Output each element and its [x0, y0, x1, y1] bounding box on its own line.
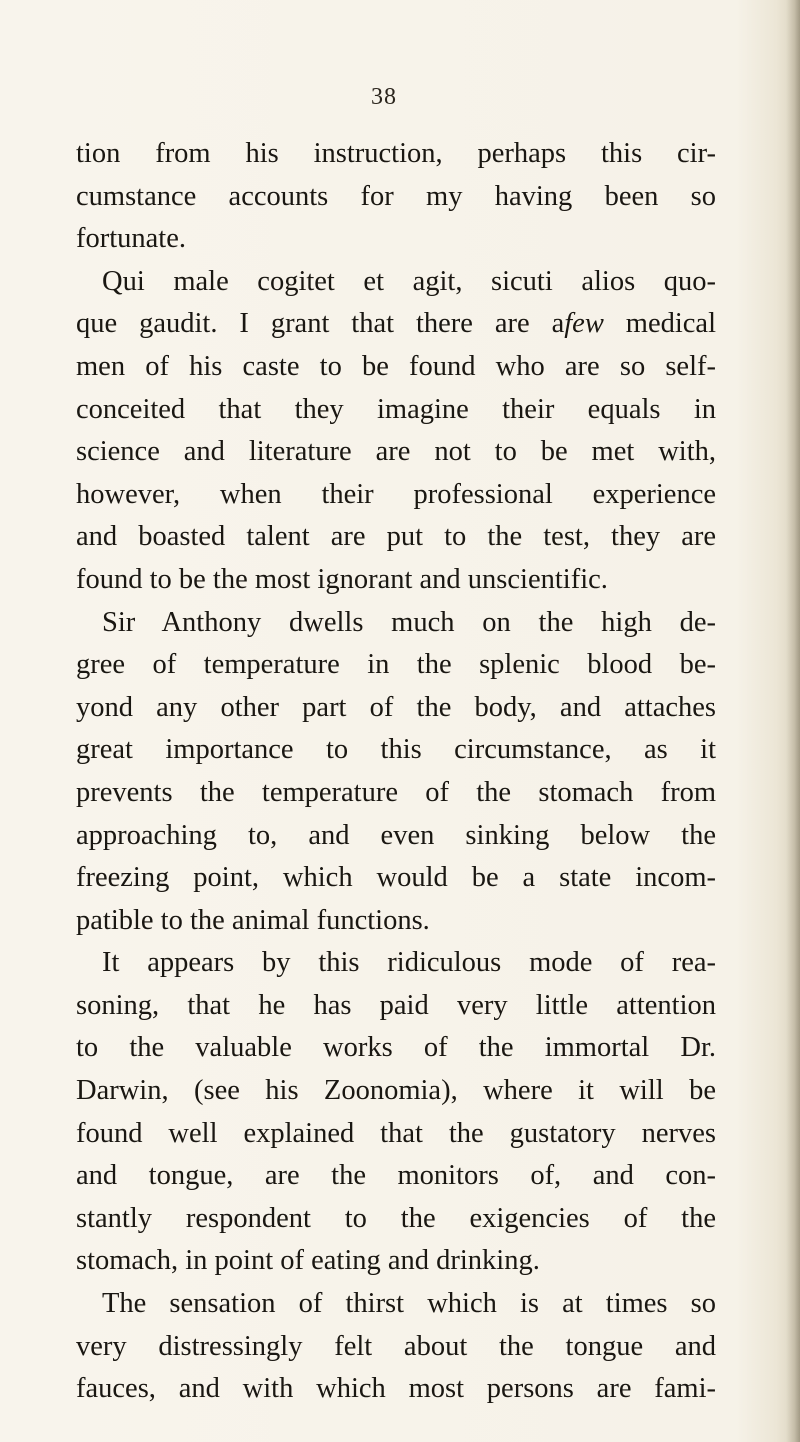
text-line: tion from his instruction, perhaps this cir-: [76, 138, 716, 169]
text-line: men of his caste to be found who are so self-: [76, 350, 716, 382]
text-line: to the valuable works of the immortal Dr.: [76, 1032, 716, 1064]
text-segment: que gaudit. I grant that there are a: [76, 308, 565, 340]
text-line: It appears by this ridiculous mode of rea-: [102, 947, 716, 979]
text-line: [76, 303, 716, 346]
text-line: stomach, in point of eating and drinking.: [76, 1245, 540, 1277]
text-line: great importance to this circumstance, as it: [76, 734, 716, 766]
text-line: found to be the most ignorant and unscientific.: [76, 563, 608, 595]
text-line: very distressingly felt about the tongue and: [76, 1330, 716, 1362]
emphasized-word: few: [564, 308, 604, 340]
text-line: yond any other part of the body, and attaches: [76, 691, 716, 723]
text-segment: medical: [603, 308, 716, 340]
text-line: found well explained that the gustatory nerves: [76, 1117, 716, 1149]
text-line: and tongue, are the monitors of, and con-: [76, 1160, 716, 1192]
text-line: freezing point, which would be a state incom-: [76, 862, 716, 894]
page-edge-shadow: [786, 0, 800, 1442]
text-line: conceited that they imagine their equals in: [76, 393, 716, 425]
text-line: The sensation of thirst which is at times so: [102, 1288, 716, 1320]
text-line: stantly respondent to the exigencies of the: [76, 1202, 716, 1234]
text-line: fauces, and with which most persons are fami-: [76, 1373, 716, 1405]
text-line: cumstance accounts for my having been so: [76, 180, 716, 212]
text-line: fortunate.: [76, 223, 186, 255]
text-line: approaching to, and even sinking below the: [76, 819, 716, 851]
page-number: 38: [371, 84, 397, 110]
text-line: patible to the animal functions.: [76, 904, 430, 936]
text-line: soning, that he has paid very little attention: [76, 989, 716, 1021]
text-line: science and literature are not to be met with,: [76, 436, 716, 468]
text-line: Darwin, (see his Zoonomia), where it will be: [76, 1075, 716, 1107]
text-line: Qui male cogitet et agit, sicuti alios quo-: [102, 265, 716, 297]
text-line: however, when their professional experience: [76, 478, 716, 510]
text-line: and boasted talent are put to the test, they are: [76, 521, 716, 553]
text-line: prevents the temperature of the stomach from: [76, 776, 716, 808]
text-line: Sir Anthony dwells much on the high de-: [102, 606, 716, 638]
body-text: [76, 133, 716, 1411]
text-line: gree of temperature in the splenic blood be-: [76, 649, 716, 681]
